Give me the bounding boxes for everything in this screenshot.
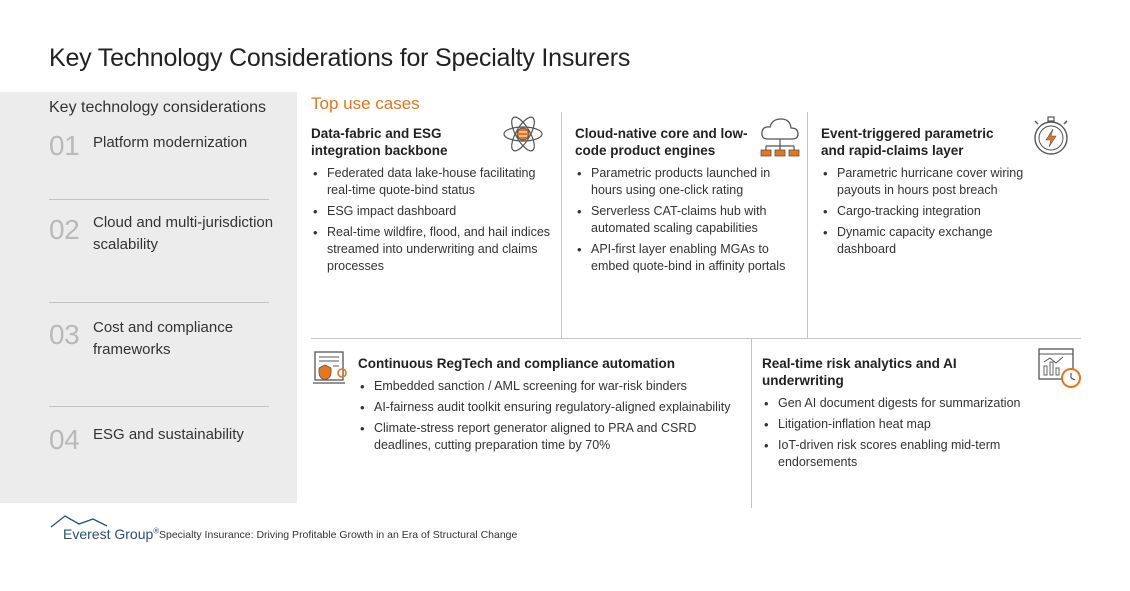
list-item: • AI-fairness audit toolkit ensuring regulatory-aligned explainability	[358, 399, 738, 416]
consideration-number: 01	[49, 130, 80, 161]
list-item: • Parametric products launched in hours using one-click rating	[575, 165, 803, 199]
list-item: • Litigation-inflation heat map	[762, 416, 1052, 433]
list-item: • API-first layer enabling MGAs to embed quote-bind in affinity portals	[575, 241, 803, 275]
use-case-title: Data-fabric and ESG integration backbone	[311, 126, 448, 158]
consideration-label: ESG and sustainability	[93, 426, 244, 443]
use-case-title: Real-time risk analytics and AI underwriting	[762, 356, 957, 388]
list-item: • Parametric hurricane cover wiring payouts in hours post breach	[821, 165, 1051, 199]
list-item: • Dynamic capacity exchange dashboard	[821, 224, 1051, 258]
use-case-card	[358, 355, 738, 458]
list-item: • Federated data lake-house facilitating real-time quote-bind status	[311, 165, 551, 199]
brand-name	[63, 526, 159, 542]
list-item: • IoT-driven risk scores enabling mid-term endorsements	[762, 437, 1052, 471]
cloud-network-icon	[758, 113, 802, 159]
list-item: • Embedded sanction / AML screening for war-risk binders	[358, 378, 738, 395]
consideration-label: Cloud and multi-jurisdiction scalability	[93, 214, 274, 253]
divider	[751, 338, 752, 508]
use-case-list	[311, 165, 551, 275]
use-case-title: Event-triggered parametric and rapid-claims layer	[821, 126, 994, 158]
list-item: • Climate-stress report generator aligned to PRA and CSRD deadlines, cutting preparation time by 70%	[358, 420, 738, 454]
list-item: • Real-time wildfire, flood, and hail indices streamed into underwriting and claims processes	[311, 224, 551, 275]
use-case-title: Cloud-native core and low-code product engines	[575, 126, 748, 158]
brand-text: Everest Group	[63, 526, 154, 542]
divider	[49, 302, 269, 303]
analytics-clock-icon	[1036, 346, 1084, 392]
page-title: Key Technology Considerations for Specialty Insurers	[49, 44, 631, 72]
divider	[49, 199, 269, 200]
use-case-card	[762, 355, 1052, 475]
use-cases-heading: Top use cases	[311, 94, 420, 113]
stopwatch-lightning-icon	[1028, 114, 1074, 158]
list-item: • Cargo-tracking integration	[821, 203, 1051, 220]
consideration-label: Cost and compliance frameworks	[93, 319, 234, 358]
divider	[561, 112, 562, 338]
divider	[311, 338, 1081, 339]
list-item: • Serverless CAT-claims hub with automated scaling capabilities	[575, 203, 803, 237]
use-case-card	[821, 125, 1051, 262]
considerations-heading: Key technology considerations	[49, 99, 267, 116]
use-case-list	[821, 165, 1051, 258]
consideration-number: 04	[49, 424, 80, 455]
use-case-list	[762, 395, 1052, 471]
compliance-document-icon	[311, 349, 351, 391]
considerations-panel	[0, 92, 297, 503]
atom-network-icon	[500, 113, 546, 155]
list-item: • ESG impact dashboard	[311, 203, 551, 220]
consideration-label: Platform modernization	[93, 134, 248, 151]
registered-mark: ®	[153, 526, 160, 536]
use-case-title: Continuous RegTech and compliance automation	[358, 356, 676, 371]
list-item: • Gen AI document digests for summarization	[762, 395, 1052, 412]
divider	[807, 112, 808, 338]
use-case-list	[358, 378, 738, 454]
footer-description: Specialty Insurance: Driving Profitable Growth in an Era of Structural Change	[159, 529, 518, 541]
consideration-number: 03	[49, 319, 80, 350]
use-case-list	[575, 165, 803, 275]
divider	[49, 406, 269, 407]
consideration-number: 02	[49, 214, 80, 245]
